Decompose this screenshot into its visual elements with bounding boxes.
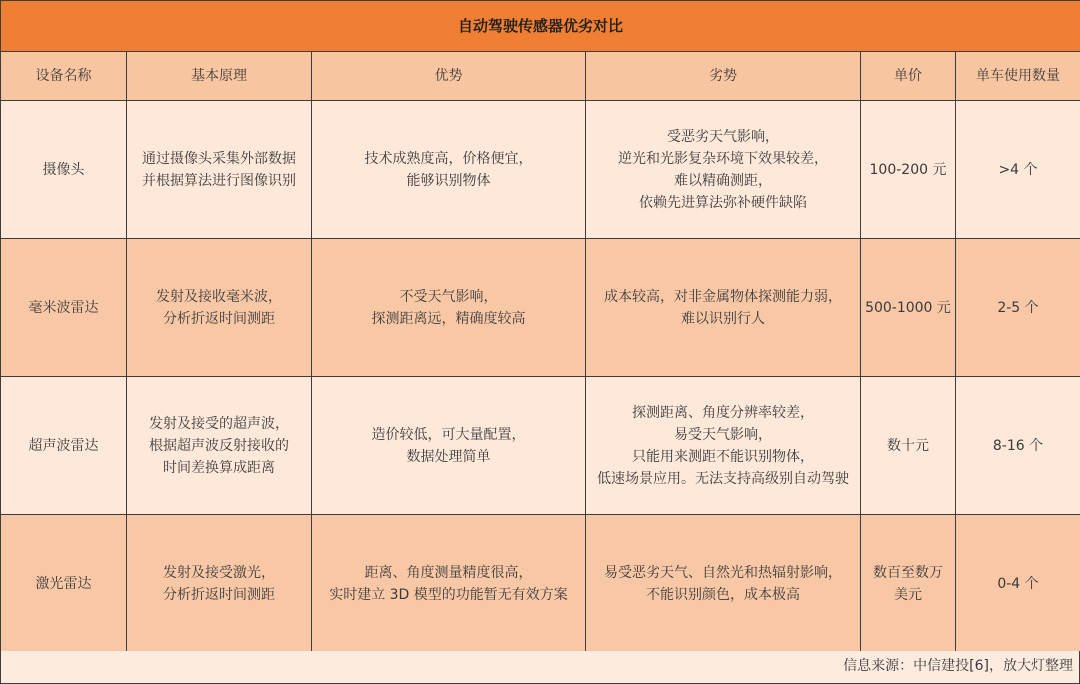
column-header-principle: 基本原理: [127, 52, 312, 101]
column-header-advantages: 优势: [312, 52, 586, 101]
cell-quantity: >4 个: [956, 101, 1080, 239]
cell-advantages: 距离、角度测量精度很高， 实时建立 3D 模型的功能暂无有效方案: [312, 515, 586, 653]
header-row: [1, 52, 1080, 101]
cell-advantages: 造价较低，可大量配置， 数据处理简单: [312, 377, 586, 515]
table-row: [1, 377, 1080, 515]
cell-price: 数十元: [861, 377, 956, 515]
cell-disadvantages: 探测距离、角度分辨率较差， 易受天气影响， 只能用来测距不能识别物体， 低速场景应用。无法支持高级别自动驾驶: [586, 377, 861, 515]
source-note: 信息来源：中信建投[6]，放大灯整理: [0, 651, 1080, 684]
cell-name: 激光雷达: [1, 515, 127, 653]
cell-price: 数百至数万 美元: [861, 515, 956, 653]
cell-disadvantages: 受恶劣天气影响， 逆光和光影复杂环境下效果较差， 难以精确测距， 依赖先进算法弥补硬件缺陷: [586, 101, 861, 239]
cell-principle: 发射及接受激光， 分析折返时间测距: [127, 515, 312, 653]
cell-name: 超声波雷达: [1, 377, 127, 515]
column-header-price: 单价: [861, 52, 956, 101]
cell-quantity: 2-5 个: [956, 239, 1080, 377]
column-header-quantity: 单车使用数量: [956, 52, 1080, 101]
cell-advantages: 技术成熟度高，价格便宜， 能够识别物体: [312, 101, 586, 239]
cell-quantity: 0-4 个: [956, 515, 1080, 653]
cell-principle: 发射及接收毫米波， 分析折返时间测距: [127, 239, 312, 377]
cell-disadvantages: 易受恶劣天气、自然光和热辐射影响， 不能识别颜色，成本极高: [586, 515, 861, 653]
cell-principle: 通过摄像头采集外部数据 并根据算法进行图像识别: [127, 101, 312, 239]
cell-principle: 发射及接受的超声波， 根据超声波反射接收的 时间差换算成距离: [127, 377, 312, 515]
table-row: [1, 101, 1080, 239]
cell-price: 500-1000 元: [861, 239, 956, 377]
cell-name: 毫米波雷达: [1, 239, 127, 377]
table-row: [1, 515, 1080, 653]
column-header-disadvantages: 劣势: [586, 52, 861, 101]
table-row: [1, 239, 1080, 377]
table-title: 自动驾驶传感器优劣对比: [1, 1, 1080, 52]
cell-name: 摄像头: [1, 101, 127, 239]
cell-quantity: 8-16 个: [956, 377, 1080, 515]
title-row: [1, 1, 1080, 52]
cell-price: 100-200 元: [861, 101, 956, 239]
cell-advantages: 不受天气影响， 探测距离远，精确度较高: [312, 239, 586, 377]
cell-disadvantages: 成本较高，对非金属物体探测能力弱， 难以识别行人: [586, 239, 861, 377]
column-header-name: 设备名称: [1, 52, 127, 101]
